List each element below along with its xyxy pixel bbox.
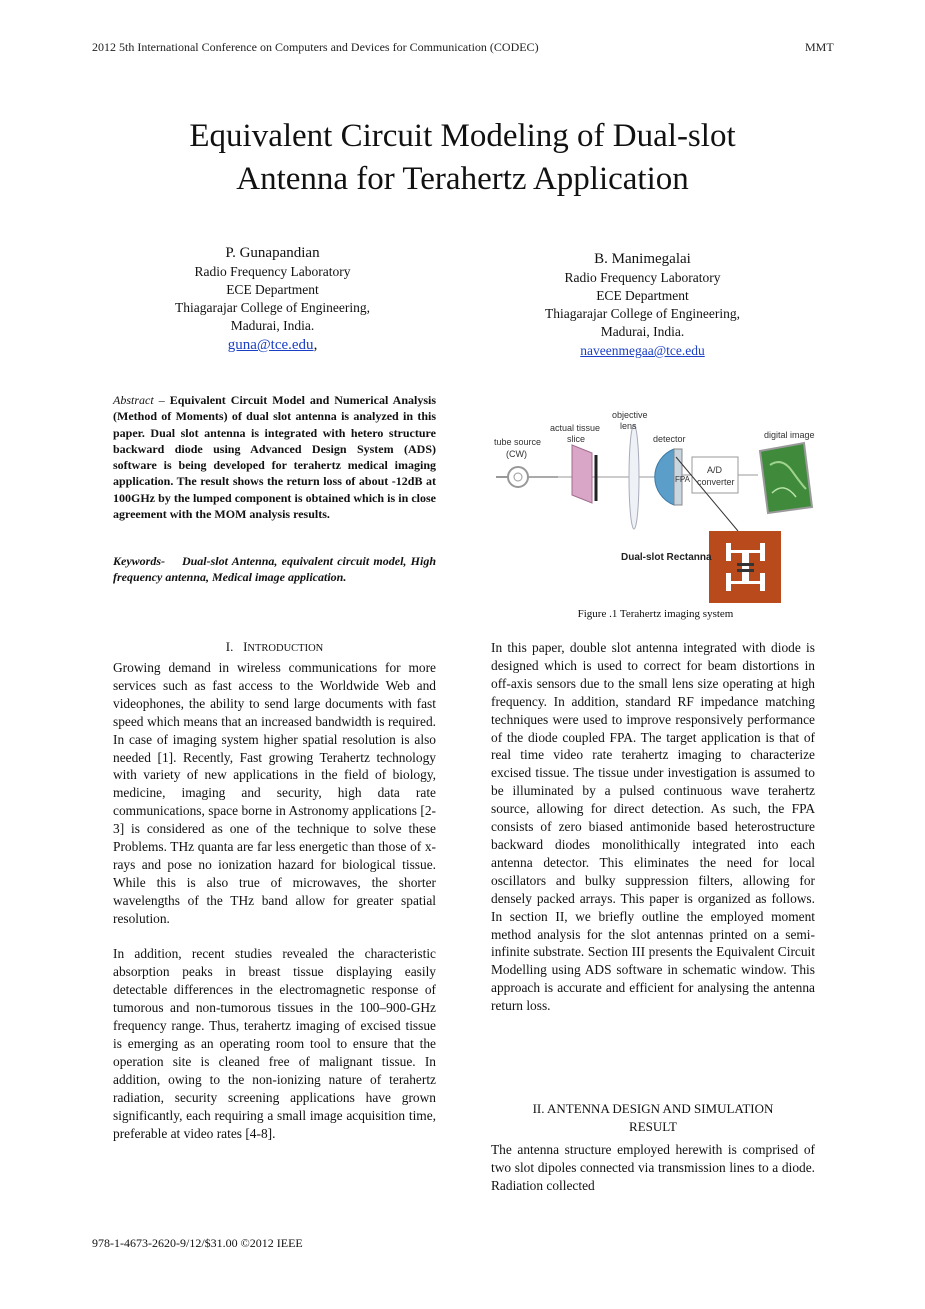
label-converter: converter [697, 477, 735, 487]
tube-source-icon [496, 467, 558, 487]
intro-paragraph-2: In addition, recent studies revealed the characteristic absorption peaks in breast tissue displaying easily detectable differences in the electromagnetic response of tumorous and non-tumorous tissues in the 100–900-GHz frequency range. Thus, terahertz imaging of excised tissue is emerging as an operating room tool to ensure that the operation site is cleaned free of malignant tissue. In addition, owing to the non-ionizing nature of terahertz radiation, security screening applications have grown significantly, each requiring a small image acquisition time, preferable at video rates [4-8]. [113, 946, 436, 1141]
abstract-text: Equivalent Circuit Model and Numerical Analysis (Method of Moments) of dual slot antenna is analyzed in this paper. Dual slot antenna is integrated with hetero structure backward diode using Advanced Design System (ADS) software is being developed for terahertz medical imaging application. The result shows the return loss of about -12dB at 100GHz by the lumped component is obtained which is in close agreement with the MOM analysis results. [113, 393, 436, 522]
title-line-2: Antenna for Terahertz Application [236, 161, 689, 197]
copyright-footer: 978-1-4673-2620-9/12/$31.00 ©2012 IEEE [92, 1236, 303, 1250]
tissue-slice-icon [572, 445, 592, 503]
label-rectanna: Dual-slot Rectanna [621, 552, 712, 563]
section-1-title-first: I [243, 639, 248, 654]
author-name: B. Manimegalai [594, 251, 691, 267]
section-2-body [491, 1141, 815, 1195]
title-line-1: Equivalent Circuit Modeling of Dual-slot [189, 118, 736, 154]
label-lens: lens [620, 421, 637, 431]
author-email-suffix: , [313, 337, 318, 353]
label-digital-image: digital image [764, 430, 815, 440]
ad-converter-box [692, 457, 738, 493]
section-2-heading [491, 1100, 815, 1136]
author-email-link[interactable]: guna@tce.edu [227, 337, 314, 353]
label-ad: A/D [707, 465, 723, 475]
author-email-link[interactable]: naveenmegaa@tce.edu [580, 343, 705, 358]
author-dept: ECE Department [226, 282, 319, 297]
section-1-heading [113, 638, 436, 658]
label-tube-source: tube source [494, 437, 542, 447]
author-city: Madurai, India. [230, 318, 315, 333]
author-lab: Radio Frequency Laboratory [194, 264, 351, 279]
section-2-paragraph: The antenna structure employed herewith is comprised of two slot dipoles connected via transmission lines to a diode. Radiation collected [491, 1142, 815, 1193]
label-detector: detector [653, 434, 686, 444]
running-header-track: MMT [805, 40, 834, 54]
author-block-1 [130, 243, 415, 355]
digital-image-icon [760, 443, 812, 513]
keywords-label: Keywords- [113, 554, 165, 568]
author-block-2 [500, 249, 785, 361]
abstract-label: Abstract [113, 393, 154, 407]
imaging-system-diagram [488, 405, 823, 605]
author-college: Thiagarajar College of Engineering, [175, 300, 370, 315]
abstract [113, 392, 436, 522]
author-lab: Radio Frequency Laboratory [564, 270, 721, 285]
intro-paragraph-1: Growing demand in wireless communications for more services such as fast access to the Worldwide Web and videophones, the ability to send large documents with fast speed which means that an increased bandwidth is required. In case of imaging system higher spatial resolution is also needed [1]. Recently, Fast growing Terahertz technology with variety of new applications in the field of biology, medicine, imaging and security, high data rate communications, space borne in Astronomy applications [2-3] is considered as one of the technique to solve these Problems. THz quanta are far less energetic than those of x-rays and pose no ionization hazard for biological tissue. While this is also true of microwaves, the shorter wavelengths of the THz band allow for greater spatial resolution. [113, 660, 436, 926]
label-cw: (CW) [506, 449, 527, 459]
label-tissue: actual tissue [550, 423, 601, 433]
author-name: P. Gunapandian [225, 245, 320, 261]
keywords [113, 553, 436, 586]
abstract-dash: – [153, 393, 170, 407]
section-2-line-2: RESULT [629, 1119, 677, 1134]
keywords-text: Dual-slot Antenna, equivalent circuit model, High frequency antenna, Medical image application. [113, 554, 437, 585]
label-objective: objective [612, 410, 648, 420]
right-column [491, 639, 815, 1015]
section-1-number: I. [225, 639, 234, 654]
section-1-title-rest: NTRODUCTION [247, 643, 324, 654]
detector-icon [655, 449, 674, 505]
paper-title [0, 115, 925, 201]
author-city: Madurai, India. [600, 324, 685, 339]
author-dept: ECE Department [596, 288, 689, 303]
left-column [113, 659, 436, 1142]
running-header: 2012 5th International Conference on Computers and Devices for Communication (CODEC) [92, 40, 539, 54]
section-2-line-1: II. ANTENNA DESIGN AND SIMULATION [532, 1101, 774, 1116]
figure-1 [488, 405, 823, 605]
author-college: Thiagarajar College of Engineering, [545, 306, 740, 321]
right-paragraph-1: In this paper, double slot antenna integrated with diode is designed which is used to correct for beam distortions in off-axis sensors due to the small lens size operating at high frequency. In addition, standard RF impedance matching techniques were used to improve responsively performance of the diode coupled FPA. The target application is that of real time video rate terahertz imaging to characterize excised tissue. The tissue under investigation is assumed to be illuminated by a pulsed continuous wave terahertz source, allowing for direct detection. As such, the FPA consists of zero biased antimonide based heterostructure backward diodes monolithically integrated into each antenna detector. This eliminates the need for local oscillators and bulky suppression filters, allowing for densely packed arrays. This paper is organized as follows. In section II, we briefly outline the employed moment method analysis for the slot antennas printed on a semi-infinite substrate. Section III presents the Equivalent Circuit Modelling using ADS software in schematic window. This approach is accurate and efficient for analysing the antenna return loss. [491, 640, 815, 1014]
objective-lens-icon [629, 425, 639, 529]
figure-caption: Figure .1 Terahertz imaging system [577, 608, 734, 620]
label-slice: slice [567, 434, 586, 444]
label-fpa: FPA [675, 475, 690, 484]
